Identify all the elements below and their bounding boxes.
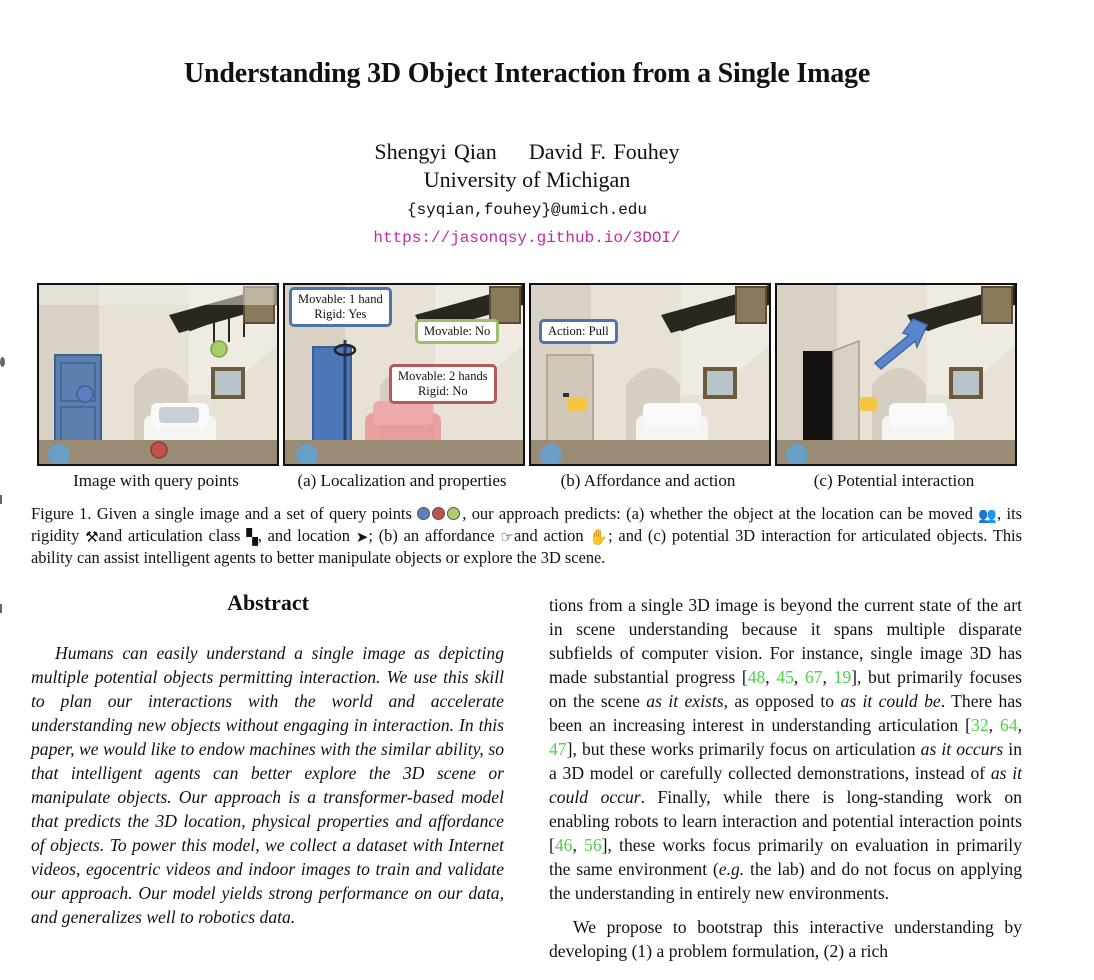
figure-sublabel: (b) Affordance and action <box>560 471 736 490</box>
caption-text: Figure 1. Given a single image and a set of query points <box>31 504 412 523</box>
citation-link[interactable]: 56 <box>584 835 602 855</box>
label-tag-blue <box>289 287 392 327</box>
caption-text: , its rigidity <box>31 504 1022 545</box>
caption-text: ; and (c) potential 3D interaction for articulated objects. This ability can assist intelligent agents to better manipulate objects or explore the 3D scene. <box>31 526 1022 567</box>
hand-icon <box>567 397 587 411</box>
figure-panel-potential-interaction <box>775 283 1017 466</box>
figure-sublabel: (c) Potential interaction <box>813 471 975 490</box>
hand-icon: ✋ <box>589 528 609 546</box>
figure-sublabel: (a) Localization and properties <box>297 471 507 490</box>
room-scene-image <box>777 285 1015 464</box>
citation-link[interactable]: 32 <box>971 715 989 735</box>
room-scene-image <box>39 285 277 464</box>
red-dot-icon <box>432 507 445 520</box>
citation-link[interactable]: 45 <box>776 667 794 687</box>
intro-paragraph: tions from a single 3D image is beyond the current state of the art in scene understanding because it spans multiple disparate subfields of computer vision. For instance, single image 3D has made substantial progress [48, 45, 67, 19], but primarily focuses on the scene as it exists, as opposed to as it could be. There has been an increasing interest in understanding articulation [32, 64, 47], but these works primarily focus on articulation as it occurs in a 3D model or carefully collected demonstrations, instead of as it could occur. Finally, while there is long-standing work on enabling robots to learn interaction and potential interaction points [46, 56], these works focus primarily on evaluation in primarily the same environment (e.g. the lab) and do not focus on applying the understanding in entirely new environments. <box>549 595 1023 903</box>
citation-link[interactable]: 48 <box>747 667 766 687</box>
room-scene-image <box>531 285 769 464</box>
author-list <box>0 139 1054 165</box>
tag-line: Movable: 1 hand <box>298 292 383 306</box>
pointing-hand-icon: ☞ <box>500 528 514 546</box>
figure-caption <box>31 503 1022 569</box>
caption-text: , our approach predicts: (a) whether the object at the location can be moved <box>462 504 973 523</box>
affiliation: University of Michigan <box>423 167 631 192</box>
figure-panel-localization <box>283 283 525 466</box>
caption-text: ; (b) an affordance <box>368 526 495 545</box>
tag-line: Rigid: Yes <box>314 307 367 321</box>
caption-text: and action <box>514 526 584 545</box>
tag-line: Rigid: No <box>417 384 468 398</box>
tag-line: Movable: No <box>424 324 491 338</box>
label-tag-green <box>415 319 499 344</box>
author-name: Shengyi Qian <box>374 139 497 164</box>
blue-dot-icon <box>417 507 430 520</box>
hammer-icon: ⚒ <box>85 528 99 546</box>
tag-line: Movable: 2 hands <box>398 369 488 383</box>
label-tag-red <box>389 364 497 404</box>
citation-link[interactable]: 64 <box>1000 715 1018 735</box>
caption-text: , and location <box>257 526 350 545</box>
citation-link[interactable]: 67 <box>804 667 823 687</box>
figure-panel-affordance <box>529 283 771 466</box>
figure-panel-query-points <box>37 283 279 466</box>
abstract-body: Humans can easily understand a single image as depicting multiple potential objects permitting interaction. We use this skill to plan our interactions with the world and accelerate understanding new objects without engaging in interaction. In this paper, we would like to endow machines with the similar ability, so that intelligent agents can better explore the 3D scene or manipulate objects. Our approach is a transformer-based model that predicts the 3D location, physical properties and affordance of objects. To power this model, we collect a dataset with Internet videos, egocentric videos and indoor images to train and validate our approach. Our model yields strong performance on our data, and generalizes well to robotics data. <box>31 643 504 927</box>
hand-icon <box>859 397 877 411</box>
caption-text: and articulation class <box>98 526 241 545</box>
project-url-link[interactable]: https://jasonqsy.github.io/3DOI/ <box>373 229 681 247</box>
green-dot-icon <box>447 507 460 520</box>
intro-column <box>549 593 1022 963</box>
abstract-heading: Abstract <box>227 590 309 615</box>
people-carry-icon: 👥 <box>978 506 998 524</box>
figure-sublabel: Image with query points <box>73 471 239 490</box>
tag-line: Action: Pull <box>548 324 609 338</box>
door-icon: ▚ <box>246 528 258 546</box>
location-arrow-icon: ➤ <box>355 528 369 546</box>
citation-link[interactable]: 47 <box>549 739 567 759</box>
label-tag-blue <box>539 319 618 344</box>
citation-link[interactable]: 19 <box>833 667 852 687</box>
author-name: David F. Fouhey <box>528 139 680 164</box>
intro-paragraph: We propose to bootstrap this interactive understanding by developing (1) a problem formulation, (2) a rich <box>549 917 1022 961</box>
paper-title: Understanding 3D Object Interaction from a Single Image <box>183 58 871 89</box>
citation-link[interactable]: 46 <box>554 835 573 855</box>
author-email: {syqian,fouhey}@umich.edu <box>406 201 648 219</box>
